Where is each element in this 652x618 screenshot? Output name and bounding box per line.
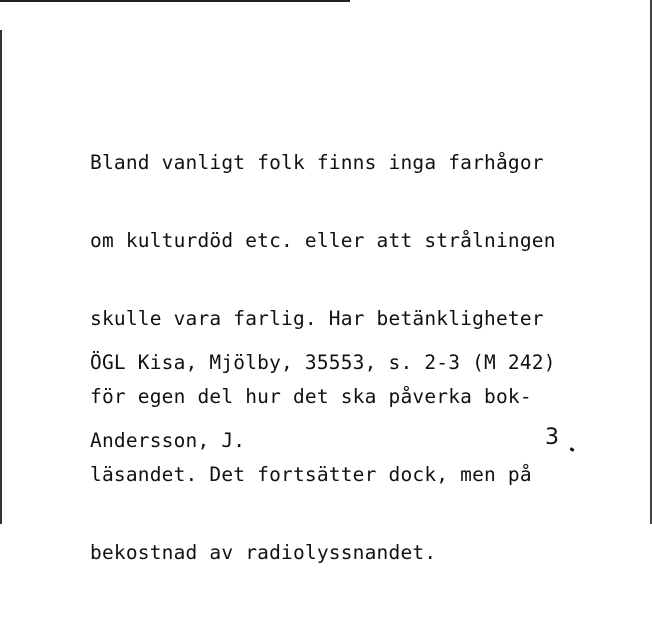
note-line: skulle vara farlig. Har betänkligheter (90, 307, 544, 330)
source-author: Andersson, J. (90, 429, 246, 452)
source-reference: ÖGL Kisa, Mjölby, 35553, s. 2-3 (M 242) (90, 351, 556, 374)
card-left-border (0, 30, 2, 524)
note-line: om kulturdöd etc. eller att strålningen (90, 229, 556, 252)
note-line: bekostnad av radiolyssnandet. (90, 541, 437, 564)
note-line: läsandet. Det fortsätter dock, men på (90, 463, 532, 486)
card-top-border (0, 0, 350, 2)
note-line: för egen del hur det ska påverka bok- (90, 385, 532, 408)
page-number-tick (570, 447, 575, 452)
note-line: Bland vanligt folk finns inga farhågor (90, 151, 544, 174)
page-number: 3 (545, 425, 559, 450)
source-citation (90, 298, 556, 506)
